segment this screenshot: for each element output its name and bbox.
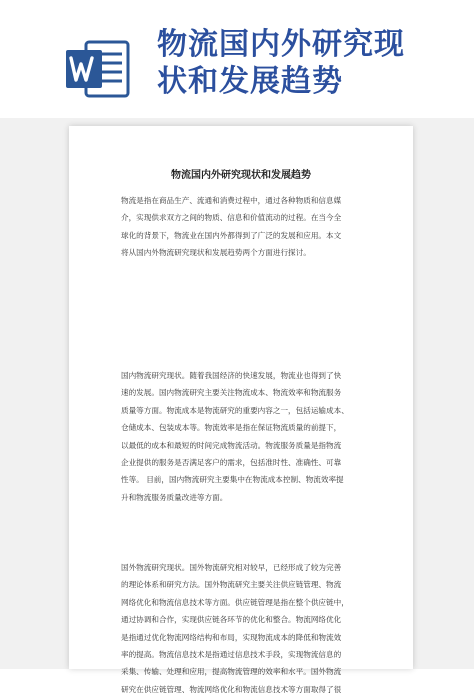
paragraph-line: 升和物流服务质量改进等方面。 — [121, 492, 228, 502]
paragraph-line: 国外物流研究现状。国外物流研究相对较早，已经形成了较为完善 — [121, 563, 342, 572]
paragraph-line: 采集、传输、处理和应用，提高物流管理的效率和水平。国外物流 — [121, 667, 342, 677]
paragraph-intro — [121, 192, 368, 262]
paragraph-line: 物流是指在商品生产、流通和消费过程中，通过各种物质和信息媒 — [121, 196, 342, 205]
paragraph-line: 通过协调和合作，实现供应链各环节的优化和整合。物流网络优化 — [121, 615, 342, 625]
paragraph-line: 以最低的成本和最短的时间完成物流活动。物流服务质量是指物流 — [121, 440, 342, 450]
document-title: 物流国内外研究现状和发展趋势 — [171, 170, 311, 181]
paragraph-line: 是指通过优化物流网络结构和布局，实现物流成本的降低和物流效 — [121, 632, 342, 642]
paragraph-line: 仓储成本、包装成本等。物流效率是指在保证物流质量的前提下， — [121, 423, 342, 433]
header-banner — [0, 0, 474, 118]
paragraph-line: 介，实现供求双方之间的物质、信息和价值流动的过程。在当今全 — [121, 213, 342, 223]
paragraph-line: 将从国内外物流研究现状和发展趋势两个方面进行探讨。 — [121, 248, 311, 258]
document-page — [69, 126, 413, 694]
header-title: 物流国内外研究现 状和发展趋势 — [157, 27, 405, 99]
paragraph-line: 球化的背景下，物流业在国内外都得到了广泛的发展和应用。本文 — [121, 230, 342, 240]
paragraph-line: 网络优化和物流信息技术等方面。供应链管理是指在整个供应链中， — [121, 597, 349, 607]
paragraph-line: 质量等方面。物流成本是物流研究的重要内容之一，包括运输成本、 — [121, 405, 349, 415]
word-document-icon — [64, 38, 132, 100]
paragraph-line: 的理论体系和研究方法。国外物流研究主要关注供应链管理、物流 — [121, 580, 342, 590]
paragraph-line: 速的发展。国内物流研究主要关注物流成本、物流效率和物流服务 — [121, 388, 342, 398]
paragraph-foreign — [121, 559, 368, 698]
paragraph-domestic — [121, 367, 368, 506]
paragraph-line: 企业提供的服务是否满足客户的需求，包括准时性、准确性、可靠 — [121, 458, 342, 468]
paragraph-line: 性等。 目前，国内物流研究主要集中在物流成本控制、物流效率提 — [121, 475, 344, 485]
paragraph-line: 率的提高。物流信息技术是指通过信息技术手段，实现物流信息的 — [121, 650, 342, 660]
paragraph-line: 研究在供应链管理、物流网络优化和物流信息技术等方面取得了很 — [121, 684, 342, 694]
paragraph-line: 国内物流研究现状。随着我国经济的快速发展，物流业也得到了快 — [121, 371, 342, 380]
